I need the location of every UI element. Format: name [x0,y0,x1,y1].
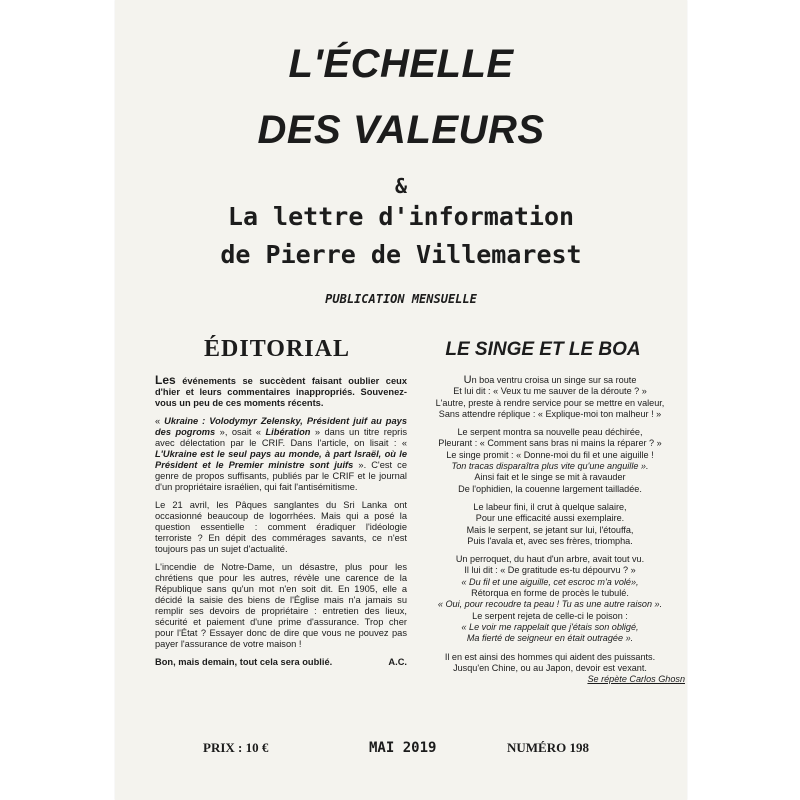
fable-verse-line: Le singe promit : « Donne-moi du fil et une aiguille ! [446,449,654,460]
editorial-closing-text: Bon, mais demain, tout cela sera oublié. [155,657,333,667]
editorial-column [155,375,407,668]
fable-verse-line: De l'ophidien, la couenne largement tailladée. [458,483,642,494]
issue-number: NUMÉRO 198 [507,740,589,755]
fable-verse-line: Rétorqua en forme de procès le tubulé. [471,588,629,599]
fable-verse-line: Pleurant : « Comment sans bras ni mains la réparer ? » [438,438,662,449]
fable-verse-line: « Le voir me rappelait que j'étais son obligé, [461,621,639,632]
fable-stanza [405,375,695,420]
masthead-title-line2: DES VALEURS [257,108,545,152]
editorial-intro-text: événements se succèdent faisant oublier ceux d'hier et leurs commentaires inappropriés. Souvenez-vous un peu de ces moments récents. [155,376,407,408]
fable-lead-letter: U [463,374,472,386]
footer [115,740,687,756]
fable-verse-line: Un boa ventru croisa un singe sur sa route [463,374,637,386]
fable-verse-line: Pour une efficacité aussi exemplaire. [475,513,625,524]
fable-verse-line: Puis l'avala et, avec ses frères, triompha. [467,535,633,546]
fable-stanza [405,502,695,547]
fable-verse-line: Jusqu'en Chine, ou au Japon, devoir est vexant. [453,662,647,673]
editorial-signature: A.C. [388,657,407,667]
fable-verse-line: Le serpent montra sa nouvelle peau déchirée, [457,427,643,438]
fable-verse-line: Ton tracas disparaîtra plus vite qu'une anguille ». [451,461,649,472]
fable-verse-line: Mais le serpent, se jetant sur lui, l'étouffa, [466,524,634,535]
editorial-closing [155,657,407,668]
fable-verse-line: L'autre, preste à rendre service pour se mettre en valeur, [435,397,665,408]
fable-verse-line: Ainsi fait et le singe se mit à ravauder [474,472,626,483]
fable-stanza [405,554,695,644]
editorial-text: » dans un titre repris avec délectation par le CRIF. Dans l'article, on lisait : « [155,427,407,448]
fable-column [405,375,695,685]
publication-frequency: PUBLICATION MENSUELLE [325,292,477,306]
editorial-text: ». C'est ce genre de propos suffisants, publiés par le CRIF et le journal d'un propriétaire israélien, qui fait l'antisémitisme. [155,460,407,492]
masthead-subtitle-line1: La lettre d'information [227,202,575,231]
quote-mark: « [155,416,165,426]
issue-date: MAI 2019 [369,740,437,756]
editorial-paragraph [155,375,407,409]
fable-stanza [405,652,695,675]
editorial-paragraph: L'incendie de Notre-Dame, un désastre, plus pour les chrétiens que pour les autres, révèle une carence de la République sans qu'un mot n'en soit dit. En 1905, elle a décidé la saisie des biens de l'Église mais n'a jamais su remplir ses devoirs de propriétaire : entretien des lieux, sécurité et paiement d'une prime d'assurance. Trop cher pour l'État ? Essayer donc de dire que vous ne pouvez pas payer l'assurance de votre maison ! [155,562,407,649]
fable-verse-line: Un perroquet, du haut d'un arbre, avait tout vu. [455,554,645,565]
editorial-lead-word: Les [155,373,176,387]
issue-price: PRIX : 10 € [203,740,269,755]
editorial-paragraph [155,416,407,493]
fable-stanza [405,427,695,495]
fable-verse-line: Ma fierté de seigneur en était outragée ». [466,633,634,644]
editorial-quote: L'Ukraine est le seul pays au monde, à part Israël, où le Président et le Premier ministre sont juifs [155,449,407,470]
masthead-subtitle-line2: de Pierre de Villemarest [220,240,582,269]
fable-verse-line: Et lui dit : « Veux tu me sauver de la déroute ? » [453,386,647,397]
newspaper-name: Libération [265,427,311,437]
editorial-text: », osait « [215,427,266,437]
editorial-heading: ÉDITORIAL [204,336,350,362]
fable-verse-line: « Oui, pour recoudre ta peau ! Tu as une autre raison ». [437,599,663,610]
fable-heading: LE SINGE ET LE BOA [445,339,641,360]
fable-verse-line: Sans attendre réplique : « Explique-moi ton malheur ! » [438,408,662,419]
fable-verse-line: « Du fil et une aiguille, cet escroc m'a volé», [461,576,639,587]
fable-verse-line: Il lui dit : « De gratitude es-tu dépourvu ? » [464,565,636,576]
masthead-ampersand: & [394,174,408,198]
fable-signature: Se répète Carlos Ghosn [587,674,685,685]
editorial-paragraph: Le 21 avril, les Pâques sanglantes du Sri Lanka ont occasionné beaucoup de logorrhées. Mais qui a posé la question essentielle : comment éradiquer l'idéologie terroriste ? En dépit des commérages savants, ce n'est toujours pas un sujet d'actualité. [155,500,407,554]
fable-verse-line: Il en est ainsi des hommes qui aident des puissants. [444,651,656,662]
fable-verse-line: Le serpent rejeta de celle-ci le poison : [472,610,628,621]
editorial-quote: Ukraine : Volodymyr Zelensky, Président juif au pays des pogroms [155,416,407,437]
newsletter-page [115,0,687,800]
masthead-title-line1: L'ÉCHELLE [288,42,514,86]
fable-verse-line: Le labeur fini, il crut à quelque salaire, [473,501,627,512]
